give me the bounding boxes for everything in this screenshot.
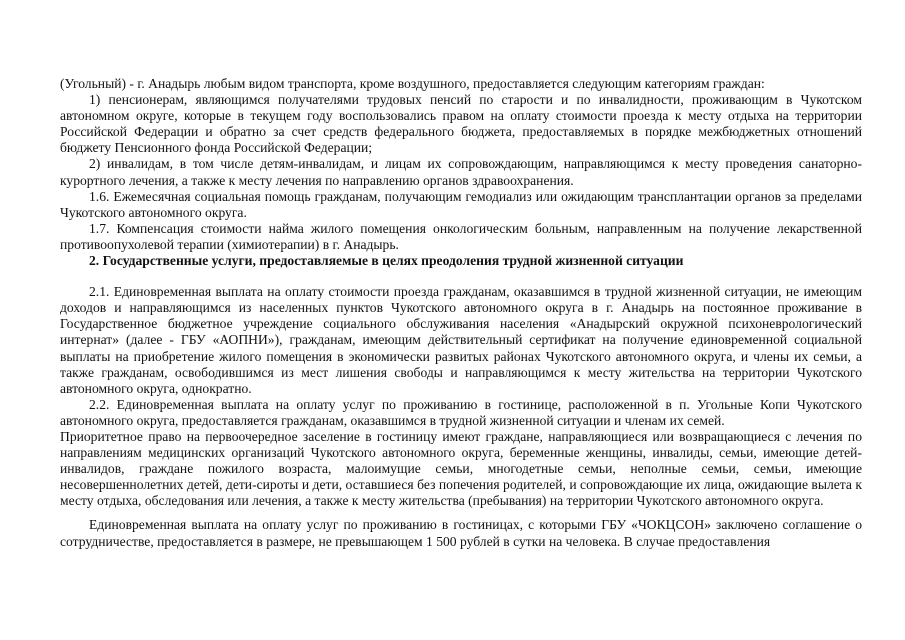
- paragraph-2-1: 2.1. Единовременная выплата на оплату стоимости проезда гражданам, оказавшимся в трудной жизненной ситуации, не имеющим доходов и направляющимся из населенных пунктов Чукотского автономного округа в г. Анадырь на постоянное проживание в Государственное бюджетное учреждение социального обслуживания населения «Анадырский окружной психоневрологический интернат» (далее - ГБУ «АОПНИ»), гражданам, имеющим действительный сертификат на получение единовременной социальной выплаты на приобретение жилого помещения в экономически развитых районах Чукотского автономного округа, и члены их семьи, а также гражданам, освободившимся из мест лишения свободы и направляющимся к месту жительства на территории Чукотского автономного округа, однократно.: [60, 284, 862, 396]
- section-heading-2: 2. Государственные услуги, предоставляемые в целях преодоления трудной жизненной ситуации: [89, 253, 684, 269]
- paragraph-1-6: 1.6. Ежемесячная социальная помощь гражданам, получающим гемодиализ или ожидающим трансплантации органов за пределами Чукотского автономного округа.: [60, 188, 862, 220]
- paragraph-2-2: 2.2. Единовременная выплата на оплату услуг по проживанию в гостинице, расположенной в п. Угольные Копи Чукотского автономного округа, предоставляется гражданам, оказавшимся в трудной жизненной ситуации и членам их семей.: [60, 396, 862, 428]
- document-page: [60, 76, 862, 550]
- paragraph-1-7: 1.7. Компенсация стоимости найма жилого помещения онкологическим больным, направленным на получение лекарственной противоопухолевой терапии (химиотерапии) в г. Анадырь.: [60, 220, 862, 252]
- paragraph-item-1: 1) пенсионерам, являющимся получателями трудовых пенсий по старости и по инвалидности, проживающим в Чукотском автономном округе, которые в текущем году воспользовались правом на оплату стоимости проезда к месту отдыха на территории Российской Федерации и обратно за счет средств федерального бюджета, предоставляемых в порядке межбюджетных отношений бюджету Пенсионного фонда Российской Федерации;: [60, 92, 862, 156]
- paragraph-item-2: 2) инвалидам, в том числе детям-инвалидам, и лицам их сопровождающим, направляющимся к месту проведения санаторно-курортного лечения, а также к месту лечения по направлению органов здравоохранения.: [60, 156, 862, 188]
- paragraph-payment: Единовременная выплата на оплату услуг по проживанию в гостиницах, с которыми ГБУ «ЧОКЦСОН» заключено соглашение о сотрудничестве, предоставляется в размере, не превышающем 1 500 рублей в сутки на человека. В случае предоставления: [60, 517, 862, 549]
- paragraph-intro: (Угольный) - г. Анадырь любым видом транспорта, кроме воздушного, предоставляется следующим категориям граждан:: [60, 76, 765, 91]
- paragraph-priority: Приоритетное право на первоочередное заселение в гостиницу имеют граждане, направляющиеся или возвращающиеся с лечения по направлениям медицинских организаций Чукотского автономного округа, беременные женщины, инвалиды, семьи, имеющие детей-инвалидов, граждане пожилого возраста, малоимущие семьи, многодетные семьи, неполные семьи, семьи, имеющие несовершеннолетних детей, дети-сироты и дети, оставшиеся без попечения родителей, и сопровождающие их лица, ожидающие вылета к месту отдыха, обследования или лечения, а также к месту жительства (пребывания) на территории Чукотского автономного округа.: [60, 428, 862, 509]
